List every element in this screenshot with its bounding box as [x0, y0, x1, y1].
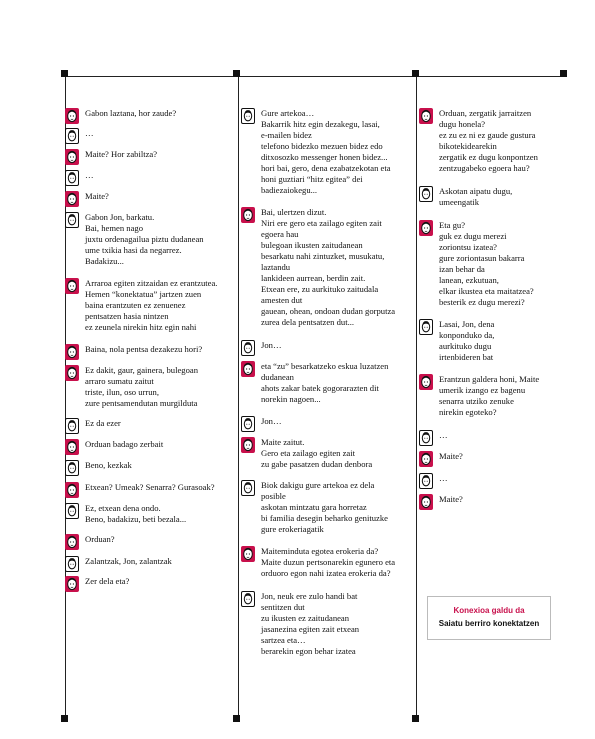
- message-line: arraro sumatu zaitut: [85, 376, 154, 386]
- rule-node: [412, 70, 419, 77]
- avatar-jon-icon: [419, 186, 433, 202]
- message-line: …: [439, 473, 448, 483]
- avatar-jon-icon: [65, 556, 79, 572]
- avatar-maite-icon: [65, 344, 79, 360]
- avatar-jon-icon: [419, 473, 433, 489]
- avatar-maite-icon: [241, 437, 255, 453]
- message-line: e-mailen bidez: [261, 130, 312, 140]
- avatar-maite-icon: [419, 108, 433, 124]
- message-line: zentzugabeko egoera hau?: [439, 163, 530, 173]
- message-line: berarekin egon behar izatea: [261, 646, 356, 656]
- message-line: honi guztiari “hitz egitea” dei: [261, 174, 363, 184]
- avatar-maite-icon: [241, 207, 255, 223]
- avatar-jon-icon: [65, 503, 79, 519]
- avatar-maite-icon: [65, 149, 79, 165]
- message-line: gauean, ohean, ondoan dudan gorputza: [261, 306, 396, 316]
- message-line: laztandu: [261, 262, 291, 272]
- message-line: ume txikia hasi da negarrez.: [85, 245, 182, 255]
- message-line: ez zu ez ni ez gaude gustura: [439, 130, 536, 140]
- chat-message: [65, 212, 235, 267]
- message-line: Gure artekoa…: [261, 108, 315, 118]
- message-line: Maite?: [439, 494, 463, 504]
- message-line: Badakizu...: [85, 256, 124, 266]
- rule-node: [61, 70, 68, 77]
- chat-message: [65, 503, 235, 525]
- message-line: Hemen “konektatua” jartzen zuen: [85, 289, 202, 299]
- rule-node: [233, 70, 240, 77]
- message-line: elkar ikustea eta maitatzea?: [439, 286, 534, 296]
- message-line: lankideen aurrean, berdin zait.: [261, 273, 366, 283]
- message-line: umeengatik: [439, 197, 480, 207]
- message-line: Orduan?: [85, 534, 115, 544]
- avatar-maite-icon: [65, 534, 79, 550]
- message-line: sentitzen dut: [261, 602, 305, 612]
- message-line: …: [85, 128, 94, 138]
- message-line: Ez dakit, gaur, gainera, bulegoan: [85, 365, 198, 375]
- message-line: Eta gu?: [439, 220, 466, 230]
- message-line: hori bai, gero, dena ezabatzekotan eta: [261, 163, 391, 173]
- message-line: zergatik ez dugu konpontzen: [439, 152, 538, 162]
- message-line: Arraroa egiten zitzaidan ez erantzutea.: [85, 278, 218, 288]
- message-line: guk ez dugu merezi: [439, 231, 507, 241]
- message-line: ez zeunela nirekin hitz egin nahi: [85, 322, 197, 332]
- message-line: Askotan aipatu dugu,: [439, 186, 513, 196]
- chat-message: [65, 576, 235, 587]
- message-line: Maite duzun pertsonarekin egunero eta: [261, 557, 396, 567]
- avatar-jon-icon: [241, 108, 255, 124]
- chat-message: [65, 365, 235, 409]
- chat-message: [241, 591, 413, 657]
- message-line: besarkatu nahi zintuzket, musukatu,: [261, 251, 385, 261]
- chat-message: [241, 340, 413, 351]
- message-line: posible: [261, 491, 286, 501]
- chat-message: [419, 451, 559, 462]
- message-line: orduoro egon nahi izatea erokeria da?: [261, 568, 391, 578]
- message-line: Bai, hemen nago: [85, 223, 143, 233]
- chat-message: [65, 460, 235, 471]
- message-line: juxtu ordenagailua piztu dudanean: [85, 234, 204, 244]
- chat-message: [241, 361, 413, 405]
- avatar-maite-icon: [65, 439, 79, 455]
- avatar-maite-icon: [419, 374, 433, 390]
- message-line: gure erokeriagatik: [261, 524, 324, 534]
- avatar-jon-icon: [65, 460, 79, 476]
- chat-message: [419, 108, 559, 174]
- message-line: konponduko da,: [439, 330, 495, 340]
- chat-message: [419, 220, 559, 308]
- chat-message: [65, 534, 235, 545]
- message-line: umerik izango ez bagenu: [439, 385, 526, 395]
- avatar-maite-icon: [419, 494, 433, 510]
- rule-node: [61, 715, 68, 722]
- message-line: Baina, nola pentsa dezakezu hori?: [85, 344, 203, 354]
- chat-message: [419, 186, 559, 208]
- avatar-jon-icon: [241, 340, 255, 356]
- chat-message: [65, 556, 235, 567]
- avatar-maite-icon: [419, 220, 433, 236]
- chat-message: [241, 416, 413, 427]
- message-line: Erantzun galdera honi, Maite: [439, 374, 540, 384]
- message-line: sartzea eta…: [261, 635, 306, 645]
- message-line: bulegoan ikusten zaitudanean: [261, 240, 363, 250]
- chat-message: [65, 418, 235, 429]
- message-line: amesten dut: [261, 295, 303, 305]
- avatar-maite-icon: [65, 108, 79, 124]
- message-line: Maite?: [439, 451, 463, 461]
- message-line: gure zoriontasun bakarra: [439, 253, 525, 263]
- message-line: Etxean ere, zu aurkituko zaitudala: [261, 284, 379, 294]
- message-line: Maite?: [85, 191, 109, 201]
- avatar-jon-icon: [65, 418, 79, 434]
- avatar-maite-icon: [241, 546, 255, 562]
- avatar-maite-icon: [65, 191, 79, 207]
- avatar-maite-icon: [65, 482, 79, 498]
- message-line: Zer dela eta?: [85, 576, 130, 586]
- message-line: Jon…: [261, 340, 282, 350]
- top-rule: [64, 76, 566, 77]
- message-line: Zalantzak, Jon, zalantzak: [85, 556, 172, 566]
- message-line: Ez, etxean dena ondo.: [85, 503, 161, 513]
- message-line: Maiteminduta egotea erokeria da?: [261, 546, 379, 556]
- message-line: izan behar da: [439, 264, 485, 274]
- message-line: zurea dela pentsatzen dut...: [261, 317, 355, 327]
- chat-message: [241, 480, 413, 535]
- message-line: egoera hau: [261, 229, 299, 239]
- avatar-maite-icon: [419, 451, 433, 467]
- chat-message: [65, 482, 235, 493]
- chat-column-1: [65, 108, 235, 587]
- column-divider: [238, 76, 239, 718]
- message-line: Orduan badago zerbait: [85, 439, 164, 449]
- avatar-jon-icon: [65, 170, 79, 186]
- message-line: Maite zaitut.: [261, 437, 305, 447]
- message-line: Etxean? Umeak? Senarra? Gurasoak?: [85, 482, 215, 492]
- avatar-jon-icon: [241, 416, 255, 432]
- message-line: Gabon Jon, barkatu.: [85, 212, 155, 222]
- chat-column-2: [241, 108, 413, 657]
- message-line: …: [85, 170, 94, 180]
- message-line: Beno, badakizu, beti bezala...: [85, 514, 187, 524]
- avatar-jon-icon: [419, 319, 433, 335]
- chat-message: [65, 344, 235, 355]
- message-line: Bai, ulertzen dizut.: [261, 207, 327, 217]
- connection-lost-notice: [427, 596, 551, 640]
- avatar-jon-icon: [65, 212, 79, 228]
- message-line: Beno, kezkak: [85, 460, 132, 470]
- avatar-jon-icon: [241, 591, 255, 607]
- message-line: triste, ilun, oso urrun,: [85, 387, 159, 397]
- message-line: Ez da ezer: [85, 418, 121, 428]
- message-line: aurkituko dugu: [439, 341, 492, 351]
- message-line: Lasai, Jon, dena: [439, 319, 495, 329]
- avatar-maite-icon: [65, 278, 79, 294]
- message-line: lanean, ezkutuan,: [439, 275, 499, 285]
- message-line: pentsatzen hasia nintzen: [85, 311, 169, 321]
- message-line: Maite? Hor zabiltza?: [85, 149, 158, 159]
- avatar-jon-icon: [65, 128, 79, 144]
- chat-message: [65, 149, 235, 160]
- rule-node: [233, 715, 240, 722]
- message-line: Bakarrik hitz egin dezakegu, lasai,: [261, 119, 380, 129]
- chat-message: [419, 430, 559, 441]
- message-line: badiezaiokegu...: [261, 185, 318, 195]
- message-line: Orduan, zergatik jarraitzen: [439, 108, 532, 118]
- chat-message: [241, 108, 413, 196]
- message-line: Biok dakigu gure artekoa ez dela: [261, 480, 375, 490]
- message-line: zure pentsamendutan murgilduta: [85, 398, 198, 408]
- message-line: baina erantzuten ez zenuenez: [85, 300, 186, 310]
- message-line: Jon, neuk ere zulo handi bat: [261, 591, 358, 601]
- chat-message: [419, 473, 559, 484]
- message-line: bikotekidearekin: [439, 141, 497, 151]
- chat-message: [65, 191, 235, 202]
- connection-lost-title: Konexioa galdu da: [453, 606, 525, 615]
- avatar-maite-icon: [241, 361, 255, 377]
- chat-message: [419, 494, 559, 505]
- message-line: zu gabe pasatzen dudan denbora: [261, 459, 373, 469]
- column-divider: [416, 76, 417, 718]
- avatar-jon-icon: [419, 430, 433, 446]
- chat-message: [241, 546, 413, 579]
- message-line: askotan mintzatu gara horretaz: [261, 502, 367, 512]
- message-line: Gabon laztana, hor zaude?: [85, 108, 177, 118]
- message-line: Jon…: [261, 416, 282, 426]
- chat-message: [419, 374, 559, 418]
- chat-message: [65, 108, 235, 119]
- message-line: nirekin egoteko?: [439, 407, 497, 417]
- message-line: Gero eta zailago egiten zait: [261, 448, 356, 458]
- message-line: dugu honela?: [439, 119, 486, 129]
- chat-message: [65, 278, 235, 333]
- chat-message: [65, 439, 235, 450]
- avatar-maite-icon: [65, 576, 79, 592]
- message-line: zoriontsu izatea?: [439, 242, 497, 252]
- message-line: ditxosozko messenger honen bidez...: [261, 152, 388, 162]
- message-line: telefono bidezko mezuen bidez edo: [261, 141, 383, 151]
- message-line: ahots zakar batek gogorarazten dit: [261, 383, 379, 393]
- message-line: senarra utziko zenuke: [439, 396, 514, 406]
- message-line: dudanean: [261, 372, 294, 382]
- message-line: zu ikusten ez zaitudanean: [261, 613, 350, 623]
- chat-message: [65, 128, 235, 139]
- message-line: irtenbideren bat: [439, 352, 494, 362]
- message-line: jasanezina egiten zait etxean: [261, 624, 360, 634]
- message-line: norekin nagoen...: [261, 394, 321, 404]
- chat-message: [241, 437, 413, 470]
- rule-node: [412, 715, 419, 722]
- message-line: Niri ere gero eta zailago egiten zait: [261, 218, 382, 228]
- rule-node: [560, 70, 567, 77]
- chat-message: [65, 170, 235, 181]
- chat-message: [419, 319, 559, 363]
- message-line: eta “zu” besarkatzeko eskua luzatzen: [261, 361, 389, 371]
- reconnect-link[interactable]: Saiatu berriro konektatzen: [438, 619, 540, 628]
- message-line: besterik ez dugu merezi?: [439, 297, 525, 307]
- avatar-jon-icon: [241, 480, 255, 496]
- avatar-maite-icon: [65, 365, 79, 381]
- message-line: bi familia desegin beharko genituzke: [261, 513, 388, 523]
- message-line: …: [439, 430, 448, 440]
- chat-message: [241, 207, 413, 328]
- chat-column-3: [419, 108, 559, 505]
